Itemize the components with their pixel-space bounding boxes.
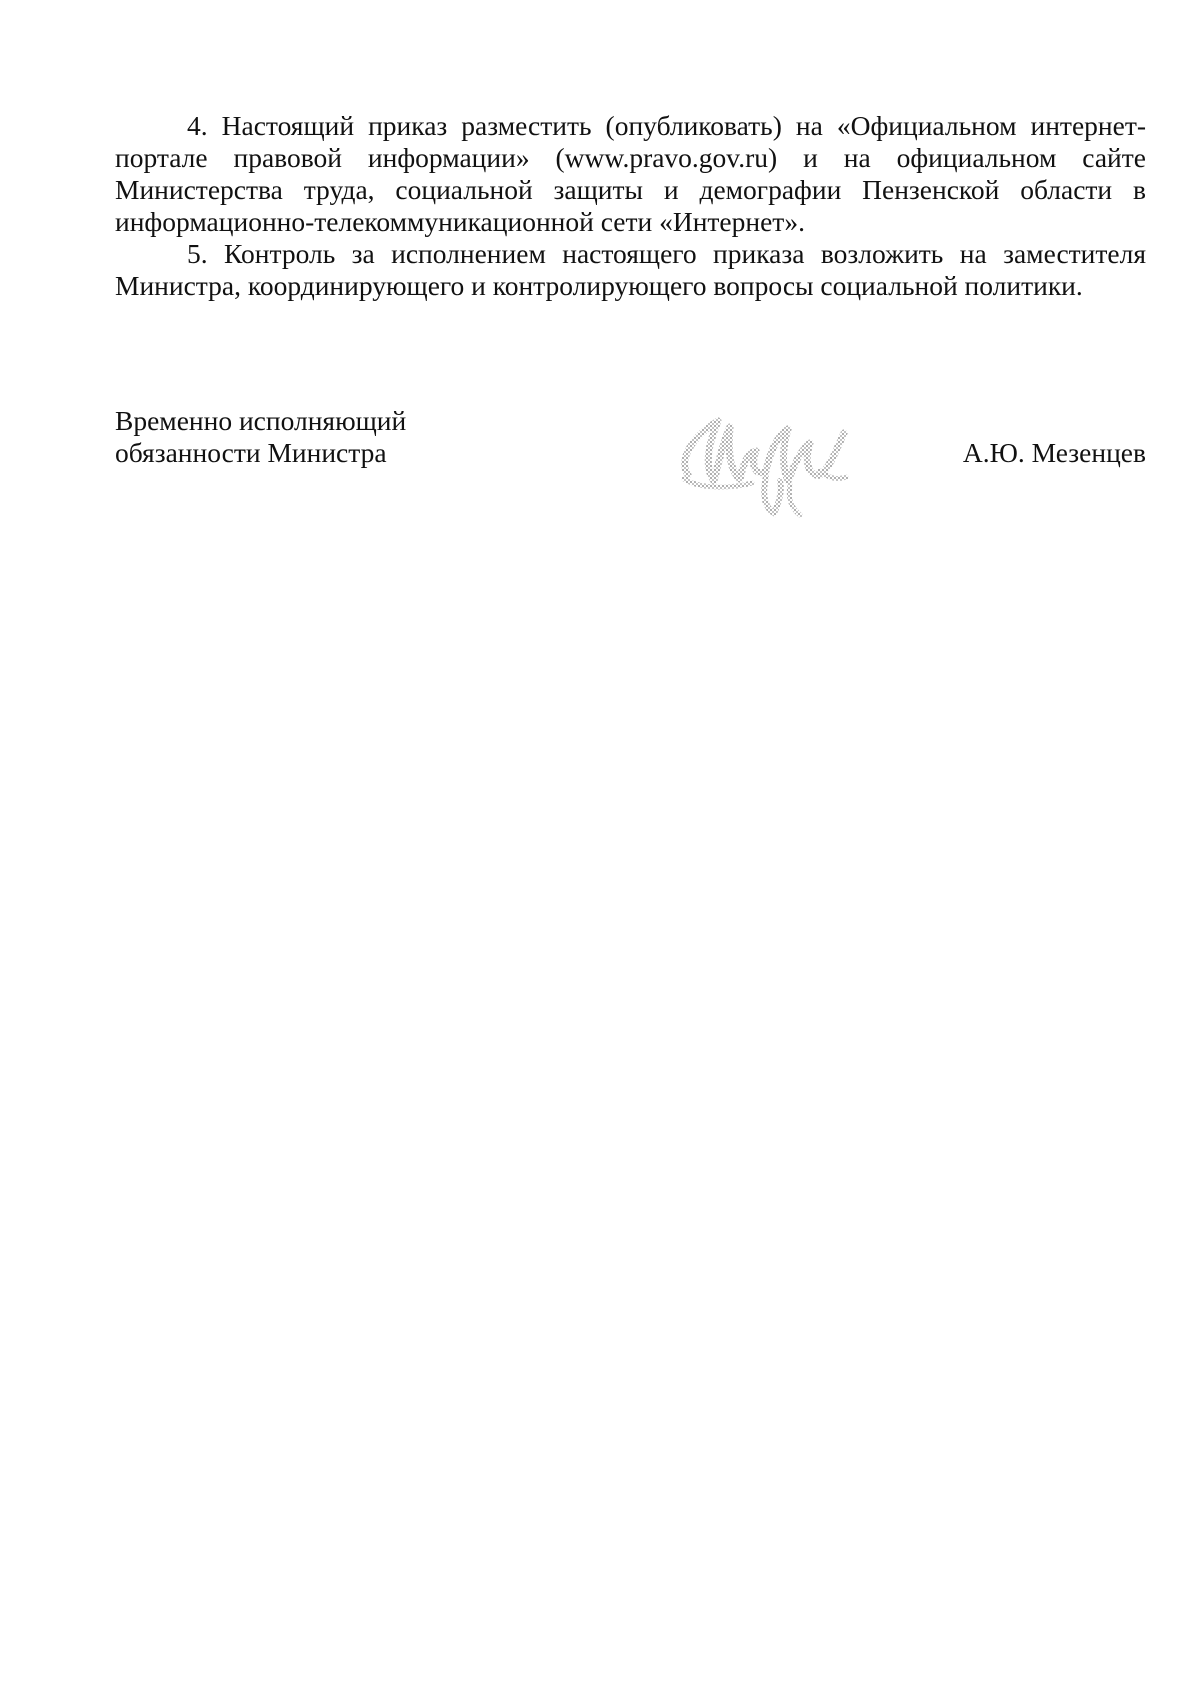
signature-block — [115, 405, 1146, 525]
paragraph-5: 5. Контроль за исполнением настоящего приказа возложить на заместителя Министра, координирующего и контролирующего вопросы социальной политики. — [115, 238, 1146, 301]
signatory-title-line-2: обязанности Министра — [115, 437, 387, 468]
signatory-name: А.Ю. Мезенцев — [962, 437, 1146, 468]
handwritten-signature-icon — [670, 397, 860, 522]
signatory-title-line-1: Временно исполняющий — [115, 405, 407, 436]
signatory-title — [115, 405, 495, 469]
document-body — [115, 110, 1146, 302]
paragraph-4: 4. Настоящий приказ разместить (опубликовать) на «Официальном интернет-портале правовой информации» (www.pravo.gov.ru) и на официальном сайте Министерства труда, социальной защиты и демографии Пензенской области в информационно-телекоммуникационной сети «Интернет». — [115, 110, 1146, 237]
